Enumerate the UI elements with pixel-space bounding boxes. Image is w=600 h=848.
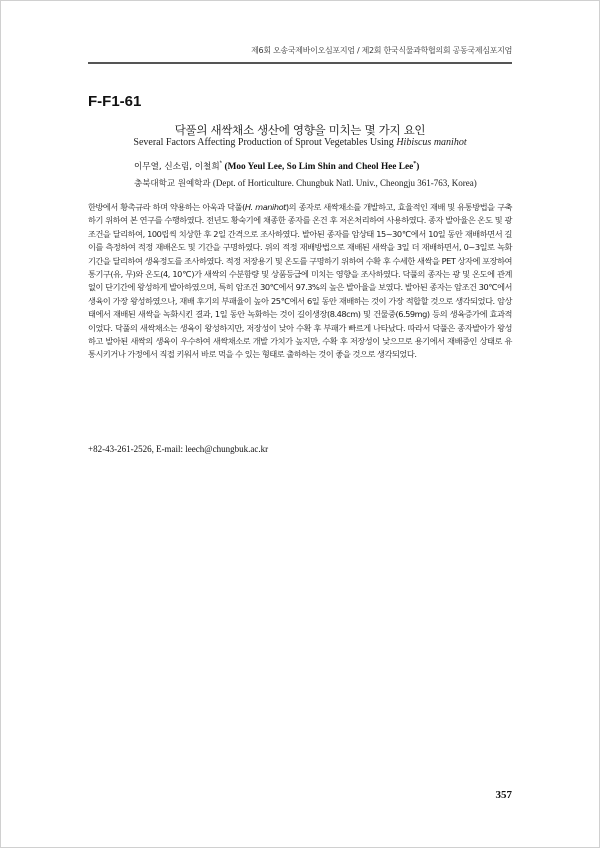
- running-header: 제6회 오송국제바이오심포지엄 / 제2회 한국식물과학협의회 공동국제심포지엄: [251, 46, 512, 55]
- title-english: [88, 137, 512, 148]
- authors-english-open: (Moo Yeul Lee, So Lim Shin and Cheol Hee Lee: [224, 162, 414, 172]
- abstract-species-abbrev: H. manihot: [244, 202, 286, 212]
- title-english-main: Several Factors Affecting Production of Sprout Vegetables Using: [133, 137, 397, 148]
- header-rule: [88, 62, 512, 64]
- contact-info: +82-43-261-2526, E-mail: leech@chungbuk.ac.kr: [88, 444, 269, 454]
- authors: [134, 160, 419, 172]
- page-number: 357: [495, 789, 512, 801]
- abstract-text-2: )의 종자로 새싹채소를 개발하고, 효율적인 재배 및 유통방법을 구축하기 위하여 본 연구를 수행하였다. 전년도 황숙기에 채종한 종자를 온건 후 저온처리하여 사용하였다. 종자 발아율은 온도 및 광조건을 달리하여, 100립씩 치상한 후 2일 간격으로 조사하였다. 발아된 종자를 암상태 15~30℃에서 10일 동안 재배하면서 길이를 측정하여 적정 재배온도 및 기간을 구명하였다. 위의 적정 재배방법으로 재배된 새싹을 3일 더 재배하면서, 0~3일로 녹화기간을 달리하여 생육정도를 조사하였다. 적정 저장용기 및 온도를 구명하기 위하여 수확 후 수세한 새싹을 PET 상자에 포장하여 통기구(유, 무)와 온도(4, 10℃)가 새싹의 수분함량 및 상품등급에 미치는 영향을 조사하였다. 닥풀의 종자는 광 및 온도에 관계없이 단기간에 왕성하게 발아하였으며, 특히 암조건 30℃에서 97.3%의 높은 발아율을 보였다. 발아된 종자는 암조건 30℃에서 생육이 가장 왕성하였으나, 재배 후기의 부패율이 높아 25℃에서 6일 동안 재배하는 것이 가장 적합할 것으로 생각되었다. 암상태에서 재배된 새싹을 녹화시킨 결과, 1일 동안 녹화하는 것이 길이생장(8.48cm) 및 건물중(6.59mg) 등의 생육증가에 효과적이었다. 닥풀의 새싹채소는 생육이 왕성하지만, 저장성이 낮아 수확 후 부패가 빠르게 나타났다. 따라서 닥풀은 종자발아가 왕성하고 발아된 새싹의 생육이 우수하여 새싹채소로 개발 가치가 높지만, 수확 후 저장성이 낮으므로 용기에서 재배중인 상태로 유통시키거나 가정에서 직접 키워서 바로 먹을 수 있는 형태로 출하하는 것이 좋을 것으로 생각되었다.: [88, 202, 513, 360]
- abstract-body: [88, 201, 512, 362]
- corresponding-mark-ko: *: [219, 161, 222, 167]
- abstract-code: F-F1-61: [88, 93, 142, 110]
- affiliation-english: (Dept. of Horticulture. Chungbuk Natl. Univ., Cheongju 361-763, Korea): [212, 178, 477, 188]
- authors-korean: 이무열, 신소림, 이철희: [134, 162, 220, 172]
- title-english-species: Hibiscus manihot: [396, 137, 467, 148]
- authors-english-close: ): [416, 162, 420, 172]
- corresponding-mark-en: *: [413, 160, 417, 167]
- affiliation: [134, 177, 477, 189]
- authors-english: [225, 162, 420, 172]
- title-korean: 닥풀의 새싹채소 생산에 영향을 미치는 몇 가지 요인: [174, 123, 426, 137]
- abstract-text-1: 한방에서 황촉규라 하며 약용하는 아욱과 닥풀(: [88, 202, 245, 212]
- affiliation-korean: 충북대학교 원예학과: [134, 179, 211, 189]
